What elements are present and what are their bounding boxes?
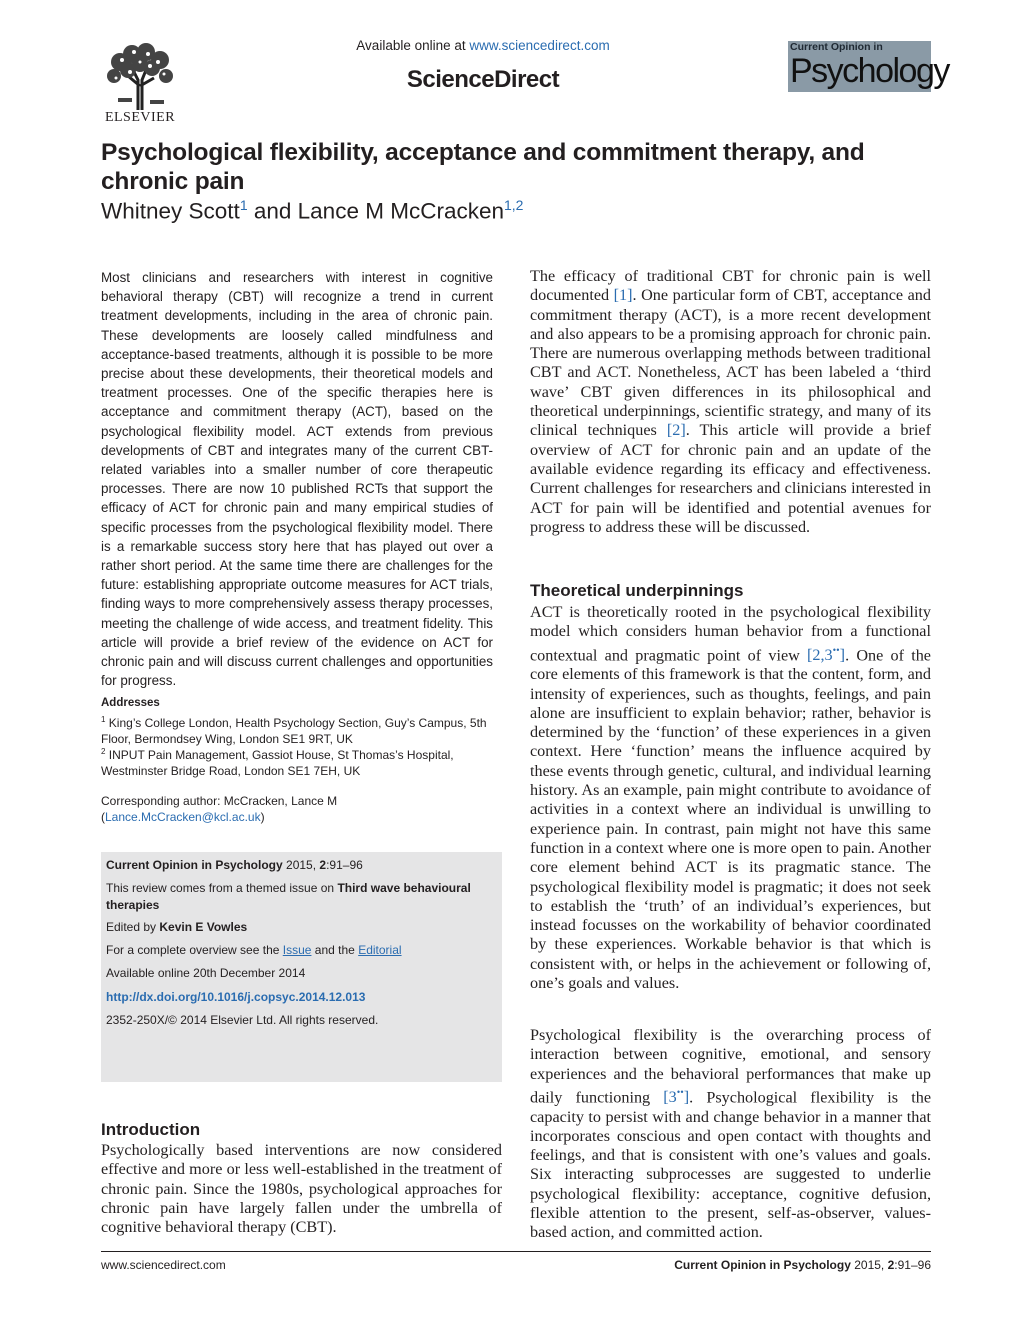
author-2: Lance M McCracken (297, 198, 504, 224)
journal-logo (788, 41, 949, 92)
address-2-text: INPUT Pain Management, Gassiot House, St Thomas’s Hospital, Westminster Bridge Road, London SE1 7EH, UK (101, 748, 454, 778)
ref-2-3-link[interactable] (807, 646, 845, 664)
info-citation (106, 857, 498, 874)
footer-rule (101, 1251, 931, 1252)
ref-2-3-close: ] (839, 645, 846, 664)
right-p3-text-b: . Psychological flexibility is the capacity to persist with and change behavior in a manner that incorporates conscious and open contact with thoughts and feelings, and that is consistent with one’s values and goals. Six interacting subprocesses are suggested to underlie psychological flexibility: acceptance, cognitive defusion, flexible attention to the present, self-as-observer, values-based action, and committed action. (530, 1088, 932, 1242)
ref-3-text: [3 (663, 1088, 677, 1107)
address-2-number: 2 (101, 747, 106, 756)
journal-logo-big-text: Psychology (790, 52, 949, 90)
footer-journal: Current Opinion in Psychology (674, 1258, 851, 1272)
article-authors (101, 197, 523, 225)
info-pages: :91–96 (326, 858, 363, 872)
footer-pages: :91–96 (894, 1258, 931, 1272)
elsevier-wordmark: ELSEVIER (104, 110, 176, 125)
info-overview-prefix: For a complete overview see the (106, 943, 280, 957)
abstract: Most clinicians and researchers with interest in cognitive behavioral therapy (CBT) will recognize a trend in current treatment developments, including in the area of chronic pain. These developments are loosely called mindfulness and acceptance-based treatments, although it is possible to be more precise about these developments, their theoretical models and treatment processes. One of the specific therapies here is acceptance and commitment therapy (ACT), based on the psychological flexibility model. ACT extends from previous developments of CBT and integrates many of the current CBT-related variables into a smaller number of core therapeutic processes. There are now 10 published RCTs that support the efficacy of ACT for chronic pain and many empirical studies of specific processes from the psychological flexibility model. There is a remarkable success story here that has played out over a rather short period. At the same time there are challenges for the future: establishing appropriate outcome measures for ACT trials, finding ways to more comprehensively assess therapy processes, meeting the challenge of wide access, and treatment fidelity. This article will provide a brief review of the evidence on ACT for chronic pain and will discuss current challenges and opportunities for progress. (101, 270, 493, 689)
corresponding-author-label: Corresponding author: McCracken, Lance M (101, 794, 338, 808)
right-paragraph-2 (530, 603, 931, 993)
address-1-text: King’s College London, Health Psychology Section, Guy’s Campus, 5th Floor, Bermondsey Wing, London SE1 9RT, UK (101, 716, 487, 746)
ref-3-link[interactable] (663, 1088, 689, 1106)
info-year: 2015, (286, 858, 317, 872)
right-p3-text-a: Psychological flexibility is the overarching process of interaction between cognitive, emotional, and sensory experiences and the behavioral performances that make up daily functioning (530, 1026, 931, 1107)
ref-1-link[interactable]: [1] (613, 286, 633, 305)
corresponding-author: Corresponding author: McCracken, Lance M (Lance.McCracken@kcl.ac.uk) (101, 793, 501, 825)
info-overview-and: and the (314, 943, 355, 957)
info-doi-row (106, 989, 498, 1006)
right-p1-text-c: . This article will provide a brief overview of ACT for chronic pain and an update of the available evidence regarding its efficacy and effectiveness. Current challenges for researchers and clinicians interested in ACT for pain will be identified and potential avenues for progress to address these will be discussed. (530, 421, 931, 536)
info-journal: Current Opinion in Psychology (106, 858, 283, 872)
info-themed-prefix: This review comes from a themed issue on (106, 881, 335, 895)
info-editor: Kevin E Vowles (159, 920, 248, 934)
ref-2-3-marker: •• (832, 645, 840, 657)
address-1 (101, 712, 511, 747)
right-p2-text-a: ACT is theoretically rooted in the psychological flexibility model which considers human behavior from a functional contextual and pragmatic point of view (530, 603, 931, 664)
journal-logo-small-text: Current Opinion in (790, 41, 883, 53)
article-title: Psychological flexibility, acceptance and commitment therapy, and chronic pain (101, 139, 865, 195)
info-themed-issue (106, 880, 498, 914)
sciencedirect-link[interactable]: www.sciencedirect.com (469, 38, 610, 53)
right-paragraph-1 (530, 267, 931, 537)
footer-website: www.sciencedirect.com (101, 1258, 226, 1272)
article-info-box (101, 852, 502, 1082)
addresses-heading: Addresses (101, 697, 160, 709)
author-1-affiliation[interactable]: 1 (239, 197, 248, 213)
info-copyright: 2352-250X/© 2014 Elsevier Ltd. All rights reserved. (106, 1013, 379, 1027)
address-2 (101, 744, 511, 779)
issue-link[interactable]: Issue (282, 943, 312, 957)
authors-and: and (247, 198, 298, 224)
author-1: Whitney Scott (101, 198, 240, 224)
author-2-affiliation[interactable]: 1,2 (503, 197, 524, 213)
available-online-label: Available online at (356, 38, 466, 53)
address-1-number: 1 (101, 715, 106, 724)
right-p2-text-b: . One of the core elements of this framework is that the content, form, and intensity of experiences, such as thoughts, feelings, and pain alone are insufficient to explain behavior; rather, behavior is determined by the ‘function’ of these experiences in a given context. Here ‘function’ means the influence acquired by these events through genetic, cultural, and individual learning history. As an example, pain might contribute to avoidance of activities in a context where an individual is unwilling to experience pain. In contrast, pain might not have this same function in a context where one is more open to pain. Another core element behind ACT is its pragmatic stance. The psychological flexibility model is pragmatic; it does not seek to establish the ‘truth’ of an individual’s experiences, but instead focusses on the workability of behavior coordinated by these experiences. Workable behavior is that which is consistent with, or helps in the achievement or following of, one’s goals and values. (530, 645, 931, 993)
editorial-link[interactable]: Editorial (358, 943, 402, 957)
theoretical-underpinnings-heading: Theoretical underpinnings (530, 581, 744, 600)
info-themed-issue-name: Third wave behavioural therapies (106, 881, 471, 912)
ref-2-3-text: [2,3 (807, 645, 833, 664)
doi-link[interactable]: http://dx.doi.org/10.1016/j.copsyc.2014.12.013 (106, 990, 366, 1004)
introduction-text: Psychologically based interventions are now considered effective and more or less well-established in the treatment of chronic pain. Since the 1980s, psychological approaches for chronic pain have largely fallen under the umbrella of cognitive behavioral therapy (CBT). (101, 1141, 502, 1237)
footer-year: 2015, (854, 1258, 885, 1272)
info-edited-by (106, 919, 498, 936)
right-p1-text-b: . One particular form of CBT, acceptance and commitment therapy (ACT), is a more recent development and also appears to be a promising approach for chronic pain. There are numerous overlapping methods between traditional CBT and ACT. Nonetheless, ACT has been labeled a ‘third wave’ CBT given differences in its philosophical and theoretical underpinnings, scientific strategy, and many of its clinical techniques (530, 286, 931, 440)
sciencedirect-brand: ScienceDirect (406, 66, 560, 93)
info-overview (106, 942, 498, 959)
ref-2-link[interactable]: [2] (666, 421, 686, 440)
right-p1-text-a: The efficacy of traditional CBT for chronic pain is well documented (530, 267, 931, 305)
info-volume: 2 (319, 858, 327, 872)
introduction-heading: Introduction (101, 1120, 201, 1139)
info-available-online: Available online 20th December 2014 (106, 966, 306, 980)
right-paragraph-3 (530, 1026, 931, 1243)
ref-3-marker: •• (676, 1087, 684, 1099)
info-edited-prefix: Edited by (106, 920, 157, 934)
footer-citation (0, 1258, 931, 1272)
footer-volume: 2 (887, 1258, 895, 1272)
ref-3-close: ] (683, 1088, 690, 1107)
corresponding-email-link[interactable]: Lance.McCracken@kcl.ac.uk (105, 810, 261, 824)
